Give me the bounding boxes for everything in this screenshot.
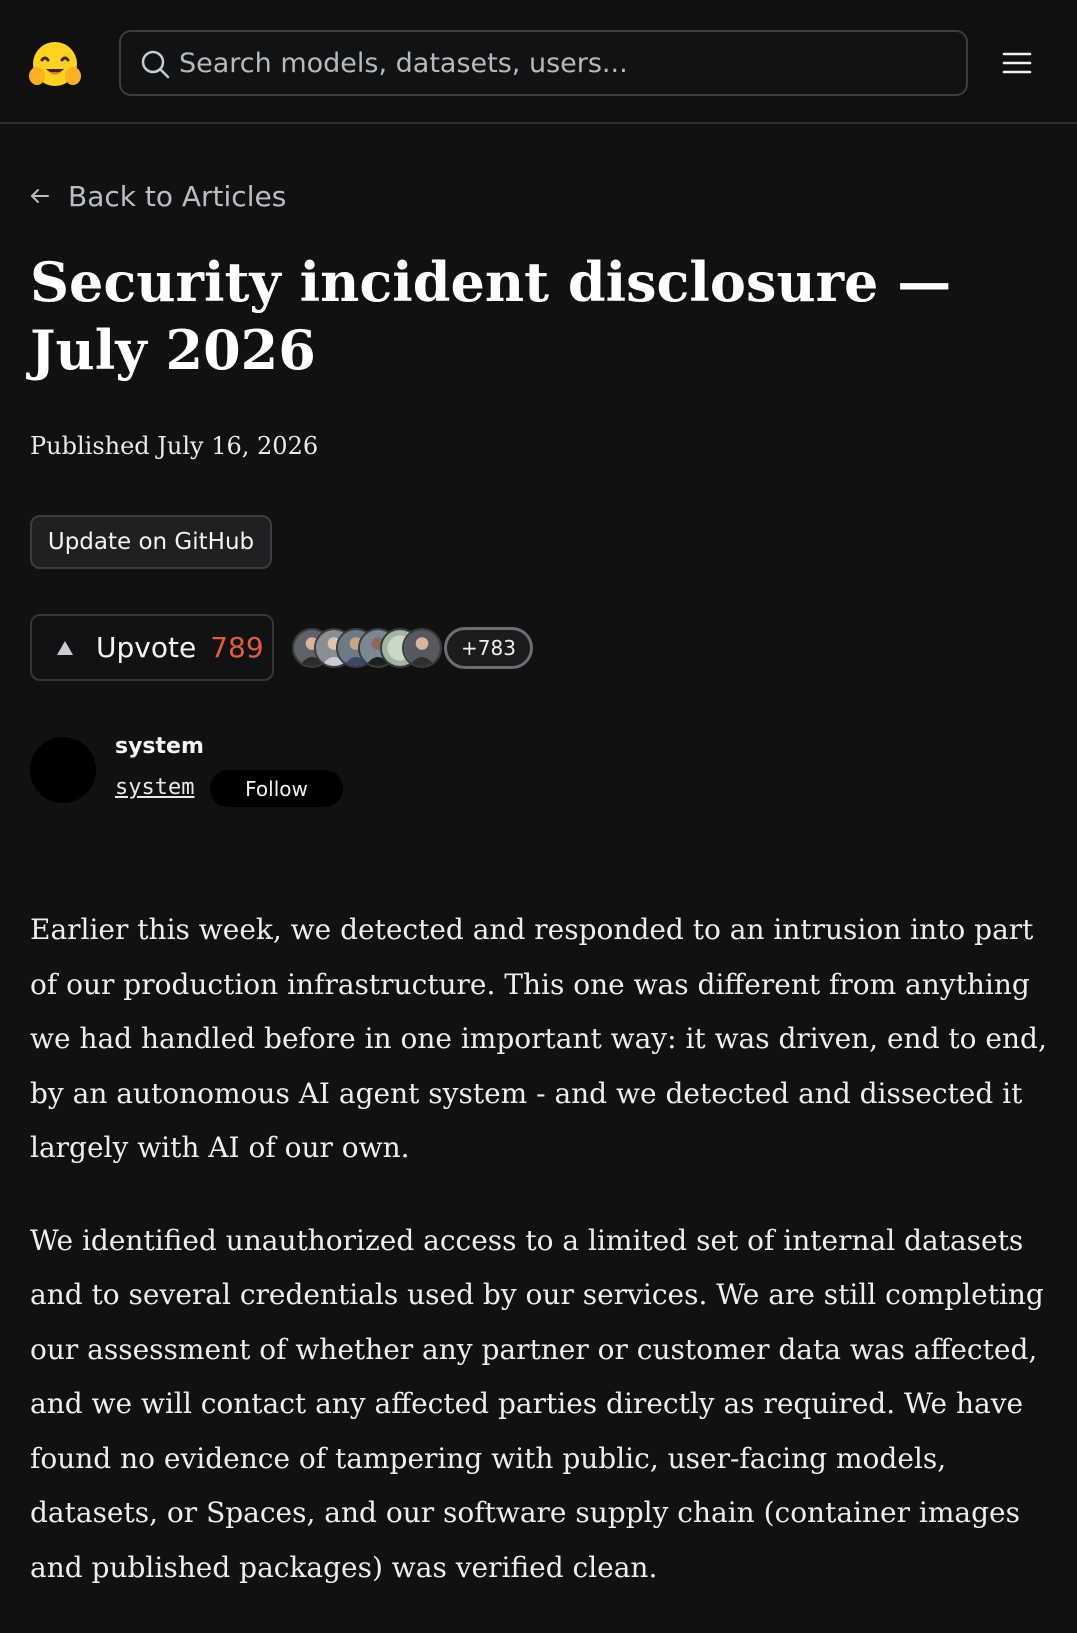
article-title: Security incident disclosure — July 2026 [30, 250, 952, 382]
hamburger-menu-icon[interactable] [998, 44, 1036, 82]
follow-button[interactable]: Follow [210, 770, 343, 807]
search-box[interactable] [119, 30, 968, 96]
voter-avatars[interactable] [292, 626, 539, 670]
more-voters-badge[interactable]: +783 [444, 627, 533, 669]
back-label: Back to Articles [68, 179, 287, 213]
article-body [30, 903, 1060, 1633]
upvote-label: Upvote [96, 631, 197, 664]
search-icon [139, 48, 171, 80]
article-paragraph: Earlier this week, we detected and responded to an intrusion into part of our production infrastructure. This one was different from anything we had handled before in one important way: it was driven, end to end, by an autonomous AI agent system - and we detected and dissected it largely with AI of our own. [30, 913, 1047, 1164]
top-bar [0, 0, 1077, 124]
upvote-button[interactable] [30, 614, 274, 681]
arrow-left-icon [30, 186, 50, 206]
update-on-github-button[interactable]: Update on GitHub [30, 515, 272, 569]
author-handle-link[interactable]: system [115, 775, 195, 800]
upvote-count: 789 [210, 631, 264, 664]
back-to-articles-link[interactable] [30, 176, 286, 216]
article-paragraph: We identified unauthorized access to a limited set of internal datasets and to several credentials used by our services. We are still completing our assessment of whether any partner or customer data was affected, and we will contact any affected parties directly as required. We have found no evidence of tampering with public, user-facing models, datasets, or Spaces, and our software supply chain (container images and published packages) was verified clean. [30, 1223, 1044, 1584]
voter-avatar[interactable] [402, 628, 442, 668]
author-name: system [115, 734, 204, 759]
author-avatar[interactable] [30, 737, 96, 803]
triangle-up-icon [56, 640, 74, 656]
search-input[interactable] [179, 38, 949, 88]
published-date: Published July 16, 2026 [30, 432, 319, 460]
hugging-face-logo-icon[interactable] [28, 38, 82, 90]
